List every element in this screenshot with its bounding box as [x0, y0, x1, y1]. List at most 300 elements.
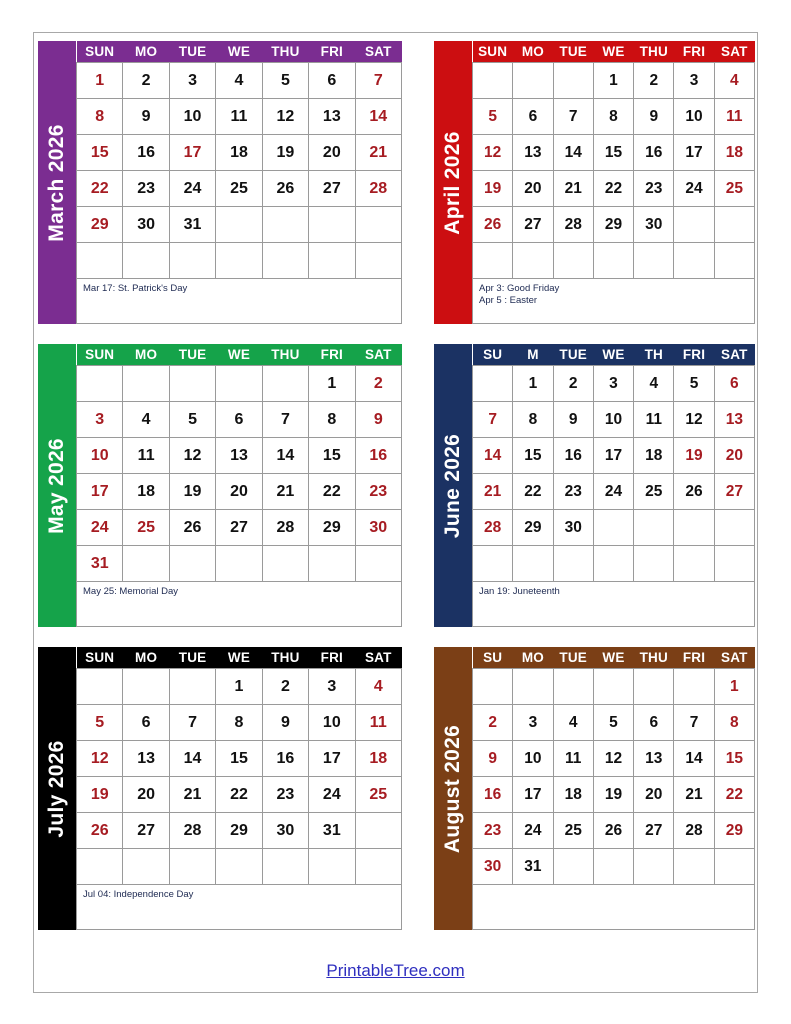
day-cell[interactable]: 10: [674, 99, 714, 135]
day-cell-empty: [216, 207, 262, 243]
day-cell-empty: [513, 546, 553, 582]
day-cell[interactable]: 13: [216, 438, 262, 474]
day-cell[interactable]: 7: [553, 99, 593, 135]
day-cell[interactable]: 14: [169, 741, 215, 777]
day-cell-empty: [216, 366, 262, 402]
day-cell[interactable]: 6: [634, 705, 674, 741]
day-cell[interactable]: 6: [714, 366, 754, 402]
day-cell[interactable]: 22: [309, 474, 355, 510]
day-cell[interactable]: 19: [77, 777, 123, 813]
day-cell[interactable]: 3: [77, 402, 123, 438]
day-cell[interactable]: 1: [714, 669, 754, 705]
holiday-note-line: Jan 19: Juneteenth: [479, 586, 560, 597]
day-cell[interactable]: 9: [355, 402, 401, 438]
day-cell[interactable]: 13: [513, 135, 553, 171]
day-cell[interactable]: 24: [77, 510, 123, 546]
weekday-header-cell: WE: [593, 41, 633, 63]
day-cell[interactable]: 15: [593, 135, 633, 171]
month-block-june: [434, 344, 755, 627]
week-row: [77, 849, 402, 885]
day-cell[interactable]: 23: [473, 813, 513, 849]
day-cell[interactable]: 3: [309, 669, 355, 705]
day-cell[interactable]: 12: [674, 402, 714, 438]
holiday-note-line: May 25: Memorial Day: [83, 586, 179, 597]
day-cell-empty: [634, 849, 674, 885]
day-cell[interactable]: 18: [714, 135, 754, 171]
day-cell[interactable]: 29: [216, 813, 262, 849]
week-row: [77, 546, 402, 582]
day-cell-empty: [473, 546, 513, 582]
day-cell[interactable]: 23: [634, 171, 674, 207]
day-cell[interactable]: 14: [553, 135, 593, 171]
day-cell[interactable]: 28: [355, 171, 401, 207]
day-cell[interactable]: 1: [513, 366, 553, 402]
weekday-header-cell: WE: [593, 344, 633, 366]
week-row: [77, 63, 402, 99]
day-cell[interactable]: 9: [262, 705, 308, 741]
day-cell[interactable]: 13: [123, 741, 169, 777]
weekday-header-cell: WE: [593, 647, 633, 669]
day-cell[interactable]: 25: [123, 510, 169, 546]
day-cell[interactable]: 1: [309, 366, 355, 402]
week-row: [77, 135, 402, 171]
week-row: [473, 705, 755, 741]
day-cell[interactable]: 11: [634, 402, 674, 438]
day-cell-empty: [309, 546, 355, 582]
weekday-header-cell: SAT: [355, 647, 401, 669]
weekday-header-cell: WE: [216, 344, 262, 366]
day-cell-empty: [473, 63, 513, 99]
day-cell[interactable]: 29: [593, 207, 633, 243]
weekday-header-cell: MO: [123, 41, 169, 63]
day-cell[interactable]: 10: [593, 402, 633, 438]
day-cell[interactable]: 23: [355, 474, 401, 510]
day-cell[interactable]: 30: [355, 510, 401, 546]
day-cell-empty: [674, 546, 714, 582]
day-cell-empty: [169, 366, 215, 402]
week-row: [77, 171, 402, 207]
day-cell[interactable]: 11: [216, 99, 262, 135]
day-cell[interactable]: 17: [593, 438, 633, 474]
week-row: [473, 171, 755, 207]
day-cell[interactable]: 9: [634, 99, 674, 135]
weekday-header-cell: TUE: [169, 344, 215, 366]
weekday-header-cell: THU: [262, 344, 308, 366]
day-cell[interactable]: 16: [553, 438, 593, 474]
day-cell[interactable]: 30: [553, 510, 593, 546]
day-cell[interactable]: 5: [674, 366, 714, 402]
weekday-header-cell: SUN: [77, 647, 123, 669]
day-cell[interactable]: 16: [355, 438, 401, 474]
day-cell[interactable]: 12: [262, 99, 308, 135]
holiday-notes-april: [472, 279, 755, 324]
day-cell[interactable]: 5: [77, 705, 123, 741]
day-cell-empty: [262, 207, 308, 243]
day-cell[interactable]: 22: [216, 777, 262, 813]
day-cell[interactable]: 17: [674, 135, 714, 171]
day-cell[interactable]: 2: [355, 366, 401, 402]
day-cell[interactable]: 4: [123, 402, 169, 438]
day-cell[interactable]: 16: [634, 135, 674, 171]
day-cell[interactable]: 30: [262, 813, 308, 849]
calendar-table-march: [76, 41, 402, 279]
holiday-notes-august: [472, 885, 755, 930]
weekday-header-cell: MO: [123, 344, 169, 366]
day-cell[interactable]: 27: [634, 813, 674, 849]
day-cell[interactable]: 24: [593, 474, 633, 510]
week-row: [77, 99, 402, 135]
day-cell[interactable]: 10: [77, 438, 123, 474]
weekday-header-cell: TUE: [553, 344, 593, 366]
day-cell-empty: [714, 849, 754, 885]
day-cell-empty: [634, 669, 674, 705]
day-cell[interactable]: 22: [513, 474, 553, 510]
day-cell-empty: [714, 207, 754, 243]
weekday-header-cell: FRI: [309, 344, 355, 366]
day-cell[interactable]: 16: [123, 135, 169, 171]
day-cell-empty: [262, 849, 308, 885]
day-cell-empty: [77, 243, 123, 279]
day-cell-empty: [355, 849, 401, 885]
weekday-header-cell: FRI: [309, 647, 355, 669]
day-cell[interactable]: 24: [513, 813, 553, 849]
day-cell[interactable]: 3: [674, 63, 714, 99]
day-cell[interactable]: 27: [309, 171, 355, 207]
week-row: [473, 669, 755, 705]
weekday-header-cell: SUN: [77, 344, 123, 366]
day-cell-empty: [216, 849, 262, 885]
weekday-header-cell: SAT: [355, 41, 401, 63]
day-cell[interactable]: 14: [355, 99, 401, 135]
day-cell[interactable]: 11: [553, 741, 593, 777]
day-cell[interactable]: 31: [169, 207, 215, 243]
day-cell-empty: [309, 207, 355, 243]
day-cell[interactable]: 31: [309, 813, 355, 849]
calendar-table-june: [472, 344, 755, 582]
day-cell[interactable]: 25: [553, 813, 593, 849]
day-cell[interactable]: 25: [355, 777, 401, 813]
day-cell[interactable]: 21: [473, 474, 513, 510]
weekday-header-cell: FRI: [674, 41, 714, 63]
week-row: [77, 402, 402, 438]
week-row: [77, 669, 402, 705]
day-cell-empty: [216, 546, 262, 582]
weekday-header-cell: TUE: [169, 647, 215, 669]
day-cell[interactable]: 12: [169, 438, 215, 474]
week-row: [473, 402, 755, 438]
day-cell[interactable]: 21: [553, 171, 593, 207]
day-cell[interactable]: 26: [262, 171, 308, 207]
day-cell[interactable]: 16: [262, 741, 308, 777]
day-cell[interactable]: 2: [634, 63, 674, 99]
day-cell-empty: [674, 669, 714, 705]
day-cell[interactable]: 29: [513, 510, 553, 546]
day-cell-empty: [513, 243, 553, 279]
day-cell[interactable]: 11: [714, 99, 754, 135]
holiday-note-line: Jul 04: Independence Day: [83, 889, 194, 900]
day-cell[interactable]: 28: [553, 207, 593, 243]
day-cell-empty: [355, 243, 401, 279]
day-cell-empty: [216, 243, 262, 279]
day-cell[interactable]: 29: [77, 207, 123, 243]
day-cell[interactable]: 6: [309, 63, 355, 99]
day-cell[interactable]: 26: [77, 813, 123, 849]
day-cell[interactable]: 28: [473, 510, 513, 546]
day-cell[interactable]: 24: [309, 777, 355, 813]
printabletree-link[interactable]: PrintableTree.com: [326, 961, 465, 980]
day-cell[interactable]: 14: [473, 438, 513, 474]
day-cell[interactable]: 8: [77, 99, 123, 135]
day-cell[interactable]: 20: [123, 777, 169, 813]
day-cell-empty: [169, 849, 215, 885]
day-cell-empty: [593, 546, 633, 582]
day-cell[interactable]: 4: [216, 63, 262, 99]
calendar-page: [33, 32, 758, 993]
day-cell-empty: [593, 849, 633, 885]
month-sidebar-july: [38, 647, 76, 930]
weekday-header-cell: WE: [216, 647, 262, 669]
weekday-header-cell: SUN: [77, 41, 123, 63]
day-cell[interactable]: 8: [309, 402, 355, 438]
day-cell[interactable]: 15: [513, 438, 553, 474]
day-cell-empty: [77, 669, 123, 705]
day-cell[interactable]: 18: [123, 474, 169, 510]
day-cell-empty: [309, 849, 355, 885]
month-sidebar-june: [434, 344, 472, 627]
day-cell[interactable]: 4: [553, 705, 593, 741]
weekday-header-cell: SAT: [714, 344, 754, 366]
month-table-wrap-april: [472, 41, 755, 324]
day-cell[interactable]: 28: [674, 813, 714, 849]
day-cell[interactable]: 13: [309, 99, 355, 135]
day-cell[interactable]: 26: [674, 474, 714, 510]
day-cell[interactable]: 25: [714, 171, 754, 207]
day-cell[interactable]: 4: [355, 669, 401, 705]
holiday-note-line: Apr 3: Good Friday: [479, 283, 560, 294]
day-cell[interactable]: 9: [473, 741, 513, 777]
day-cell[interactable]: 31: [513, 849, 553, 885]
day-cell[interactable]: 5: [593, 705, 633, 741]
day-cell-empty: [634, 243, 674, 279]
day-cell-empty: [309, 243, 355, 279]
day-cell-empty: [553, 243, 593, 279]
day-cell[interactable]: 2: [123, 63, 169, 99]
day-cell[interactable]: 19: [593, 777, 633, 813]
calendar-table-july: [76, 647, 402, 885]
day-cell[interactable]: 23: [262, 777, 308, 813]
day-cell[interactable]: 10: [513, 741, 553, 777]
month-sidebar-august: [434, 647, 472, 930]
day-cell[interactable]: 1: [77, 63, 123, 99]
weekday-header-cell: WE: [216, 41, 262, 63]
day-cell[interactable]: 2: [262, 669, 308, 705]
day-cell[interactable]: 27: [513, 207, 553, 243]
day-cell[interactable]: 11: [123, 438, 169, 474]
day-cell-empty: [262, 366, 308, 402]
day-cell-empty: [714, 510, 754, 546]
weekday-header-row: [77, 647, 402, 669]
holiday-notes-march: [76, 279, 402, 324]
holiday-notes-july: [76, 885, 402, 930]
day-cell[interactable]: 21: [262, 474, 308, 510]
day-cell-empty: [77, 366, 123, 402]
day-cell-empty: [355, 546, 401, 582]
day-cell[interactable]: 25: [634, 474, 674, 510]
month-title-july: July 2026: [45, 739, 68, 838]
day-cell[interactable]: 7: [262, 402, 308, 438]
day-cell[interactable]: 7: [169, 705, 215, 741]
week-row: [473, 546, 755, 582]
weekday-header-cell: THU: [262, 647, 308, 669]
day-cell[interactable]: 30: [634, 207, 674, 243]
week-row: [473, 438, 755, 474]
day-cell[interactable]: 6: [513, 99, 553, 135]
day-cell-empty: [169, 546, 215, 582]
day-cell[interactable]: 15: [309, 438, 355, 474]
day-cell[interactable]: 20: [309, 135, 355, 171]
day-cell-empty: [674, 207, 714, 243]
day-cell[interactable]: 27: [714, 474, 754, 510]
week-row: [473, 99, 755, 135]
day-cell[interactable]: 8: [216, 705, 262, 741]
day-cell[interactable]: 5: [169, 402, 215, 438]
day-cell[interactable]: 15: [77, 135, 123, 171]
day-cell[interactable]: 8: [714, 705, 754, 741]
day-cell[interactable]: 3: [593, 366, 633, 402]
day-cell[interactable]: 11: [355, 705, 401, 741]
weekday-header-cell: FRI: [674, 647, 714, 669]
day-cell[interactable]: 9: [123, 99, 169, 135]
day-cell[interactable]: 13: [714, 402, 754, 438]
day-cell[interactable]: 25: [216, 171, 262, 207]
months-grid: [38, 41, 755, 950]
week-row: [473, 510, 755, 546]
day-cell[interactable]: 19: [262, 135, 308, 171]
day-cell[interactable]: 22: [714, 777, 754, 813]
day-cell[interactable]: 15: [714, 741, 754, 777]
day-cell[interactable]: 28: [262, 510, 308, 546]
day-cell[interactable]: 10: [169, 99, 215, 135]
day-cell[interactable]: 5: [473, 99, 513, 135]
day-cell[interactable]: 12: [593, 741, 633, 777]
day-cell[interactable]: 18: [553, 777, 593, 813]
day-cell[interactable]: 20: [216, 474, 262, 510]
weekday-header-cell: SU: [473, 647, 513, 669]
day-cell[interactable]: 6: [123, 705, 169, 741]
weekday-header-cell: SU: [473, 344, 513, 366]
day-cell[interactable]: 17: [77, 474, 123, 510]
day-cell[interactable]: 24: [674, 171, 714, 207]
month-table-wrap-may: [76, 344, 402, 627]
day-cell[interactable]: 7: [355, 63, 401, 99]
day-cell[interactable]: 22: [77, 171, 123, 207]
day-cell[interactable]: 30: [473, 849, 513, 885]
day-cell[interactable]: 1: [593, 63, 633, 99]
day-cell[interactable]: 31: [77, 546, 123, 582]
day-cell[interactable]: 20: [513, 171, 553, 207]
day-cell[interactable]: 20: [714, 438, 754, 474]
day-cell[interactable]: 22: [593, 171, 633, 207]
day-cell[interactable]: 23: [123, 171, 169, 207]
day-cell[interactable]: 20: [634, 777, 674, 813]
day-cell[interactable]: 13: [634, 741, 674, 777]
day-cell[interactable]: 14: [674, 741, 714, 777]
day-cell[interactable]: 4: [714, 63, 754, 99]
day-cell[interactable]: 30: [123, 207, 169, 243]
day-cell[interactable]: 26: [169, 510, 215, 546]
day-cell-empty: [473, 669, 513, 705]
day-cell[interactable]: 28: [169, 813, 215, 849]
day-cell[interactable]: 19: [169, 474, 215, 510]
day-cell[interactable]: 15: [216, 741, 262, 777]
month-table-wrap-june: [472, 344, 755, 627]
week-row: [473, 741, 755, 777]
day-cell[interactable]: 19: [674, 438, 714, 474]
day-cell[interactable]: 23: [553, 474, 593, 510]
day-cell[interactable]: 1: [216, 669, 262, 705]
day-cell[interactable]: 18: [216, 135, 262, 171]
day-cell[interactable]: 7: [473, 402, 513, 438]
day-cell[interactable]: 3: [513, 705, 553, 741]
day-cell[interactable]: 29: [714, 813, 754, 849]
weekday-header-row: [77, 41, 402, 63]
day-cell[interactable]: 21: [169, 777, 215, 813]
day-cell[interactable]: 12: [473, 135, 513, 171]
day-cell[interactable]: 27: [123, 813, 169, 849]
day-cell[interactable]: 5: [262, 63, 308, 99]
day-cell[interactable]: 2: [473, 705, 513, 741]
day-cell[interactable]: 21: [674, 777, 714, 813]
day-cell[interactable]: 8: [593, 99, 633, 135]
day-cell[interactable]: 12: [77, 741, 123, 777]
weekday-header-cell: FRI: [674, 344, 714, 366]
day-cell[interactable]: 21: [355, 135, 401, 171]
month-block-april: [434, 41, 755, 324]
day-cell-empty: [513, 63, 553, 99]
day-cell-empty: [593, 510, 633, 546]
weekday-header-cell: TUE: [553, 647, 593, 669]
day-cell[interactable]: 26: [473, 207, 513, 243]
day-cell[interactable]: 7: [674, 705, 714, 741]
day-cell[interactable]: 17: [309, 741, 355, 777]
day-cell[interactable]: 8: [513, 402, 553, 438]
month-title-august: August 2026: [441, 724, 464, 853]
day-cell[interactable]: 3: [169, 63, 215, 99]
day-cell[interactable]: 17: [169, 135, 215, 171]
day-cell[interactable]: 24: [169, 171, 215, 207]
day-cell[interactable]: 18: [634, 438, 674, 474]
day-cell[interactable]: 6: [216, 402, 262, 438]
day-cell[interactable]: 16: [473, 777, 513, 813]
calendar-table-april: [472, 41, 755, 279]
day-cell-empty: [674, 849, 714, 885]
day-cell[interactable]: 18: [355, 741, 401, 777]
day-cell-empty: [355, 813, 401, 849]
day-cell[interactable]: 19: [473, 171, 513, 207]
week-row: [473, 63, 755, 99]
calendar-table-may: [76, 344, 402, 582]
day-cell[interactable]: 17: [513, 777, 553, 813]
weekday-header-cell: THU: [262, 41, 308, 63]
day-cell[interactable]: 27: [216, 510, 262, 546]
day-cell[interactable]: 10: [309, 705, 355, 741]
day-cell[interactable]: 29: [309, 510, 355, 546]
day-cell[interactable]: 9: [553, 402, 593, 438]
day-cell[interactable]: 2: [553, 366, 593, 402]
day-cell[interactable]: 4: [634, 366, 674, 402]
day-cell[interactable]: 26: [593, 813, 633, 849]
day-cell[interactable]: 14: [262, 438, 308, 474]
